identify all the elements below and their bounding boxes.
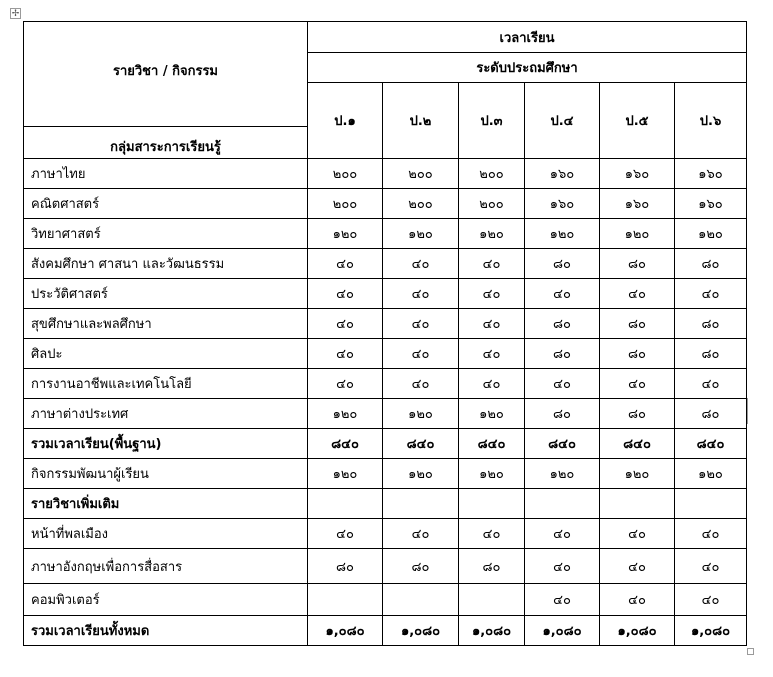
hours-cell: ๔๐ xyxy=(525,584,600,616)
hours-cell xyxy=(308,489,383,519)
subject-name: ภาษาอังกฤษเพื่อการสื่อสาร xyxy=(24,549,308,584)
hours-cell: ๔๐ xyxy=(459,309,525,339)
hours-cell: ๒๐๐ xyxy=(308,189,383,219)
hours-cell: ๘๐ xyxy=(675,399,747,429)
hours-cell: ๔๐ xyxy=(459,249,525,279)
table-row xyxy=(24,616,747,646)
grade-heading: ป.๒ xyxy=(383,83,459,159)
hours-cell: ๔๐ xyxy=(525,549,600,584)
table-row xyxy=(24,549,747,584)
hours-cell: ๔๐ xyxy=(459,369,525,399)
learning-area-heading: กลุ่มสาระการเรียนรู้ xyxy=(110,140,221,155)
hours-cell: ๔๐ xyxy=(525,369,600,399)
subject-name: ภาษาไทย xyxy=(24,159,308,189)
hours-cell: ๔๐ xyxy=(308,279,383,309)
hours-cell: ๔๐ xyxy=(308,309,383,339)
hours-cell: ๘๐ xyxy=(525,249,600,279)
study-time-heading: เวลาเรียน xyxy=(308,22,747,53)
hours-cell: ๑๒๐ xyxy=(600,459,675,489)
hours-cell: ๔๐ xyxy=(525,279,600,309)
hours-cell: ๘๐ xyxy=(525,339,600,369)
hours-cell: ๔๐ xyxy=(600,549,675,584)
hours-cell: ๑๒๐ xyxy=(525,219,600,249)
hours-cell: ๑๖๐ xyxy=(600,159,675,189)
hours-cell: ๘๔๐ xyxy=(600,429,675,459)
hours-cell: ๑๖๐ xyxy=(525,159,600,189)
hours-cell: ๘๐ xyxy=(459,549,525,584)
hours-cell: ๑๒๐ xyxy=(459,459,525,489)
hours-cell: ๔๐ xyxy=(383,519,459,549)
subject-name: คณิตศาสตร์ xyxy=(24,189,308,219)
header-subject-cell xyxy=(24,22,308,159)
subject-name: สุขศึกษาและพลศึกษา xyxy=(24,309,308,339)
header-divider xyxy=(24,126,307,127)
hours-cell: ๔๐ xyxy=(675,279,747,309)
hours-cell: ๔๐ xyxy=(383,249,459,279)
hours-cell: ๑๒๐ xyxy=(675,219,747,249)
hours-cell: ๘๐ xyxy=(600,339,675,369)
hours-cell: ๒๐๐ xyxy=(308,159,383,189)
hours-cell: ๘๐ xyxy=(383,549,459,584)
hours-cell xyxy=(459,489,525,519)
curriculum-time-table xyxy=(23,21,747,646)
hours-cell: ๘๐ xyxy=(600,309,675,339)
hours-cell: ๔๐ xyxy=(308,249,383,279)
hours-cell: ๔๐ xyxy=(383,309,459,339)
hours-cell: ๔๐ xyxy=(383,279,459,309)
hours-cell: ๒๐๐ xyxy=(459,189,525,219)
hours-cell: ๑,๐๘๐ xyxy=(308,616,383,646)
grade-heading: ป.๓ xyxy=(459,83,525,159)
hours-cell: ๘๐ xyxy=(675,309,747,339)
table-row xyxy=(24,399,747,429)
subject-name: ประวัติศาสตร์ xyxy=(24,279,308,309)
hours-cell: ๒๐๐ xyxy=(383,159,459,189)
hours-cell: ๘๔๐ xyxy=(383,429,459,459)
hours-cell: ๒๐๐ xyxy=(459,159,525,189)
hours-cell: ๔๐ xyxy=(600,279,675,309)
hours-cell: ๔๐ xyxy=(383,369,459,399)
hours-cell: ๑๒๐ xyxy=(308,399,383,429)
hours-cell: ๑๒๐ xyxy=(675,459,747,489)
table-row xyxy=(24,339,747,369)
hours-cell: ๘๐ xyxy=(675,249,747,279)
table-row xyxy=(24,369,747,399)
hours-cell: ๘๔๐ xyxy=(308,429,383,459)
hours-cell: ๑๒๐ xyxy=(383,219,459,249)
hours-cell: ๔๐ xyxy=(525,519,600,549)
hours-cell: ๘๐ xyxy=(308,549,383,584)
hours-cell xyxy=(383,584,459,616)
hours-cell: ๔๐ xyxy=(308,519,383,549)
table-row xyxy=(24,459,747,489)
text-cursor xyxy=(747,398,748,424)
subject-name: ภาษาต่างประเทศ xyxy=(24,399,308,429)
hours-cell: ๔๐ xyxy=(459,519,525,549)
hours-cell xyxy=(675,489,747,519)
subject-name: หน้าที่พลเมือง xyxy=(24,519,308,549)
hours-cell xyxy=(383,489,459,519)
table-row xyxy=(24,189,747,219)
hours-cell: ๔๐ xyxy=(675,584,747,616)
hours-cell: ๔๐ xyxy=(675,549,747,584)
hours-cell: ๑๒๐ xyxy=(383,399,459,429)
hours-cell: ๑,๐๘๐ xyxy=(675,616,747,646)
hours-cell: ๘๐ xyxy=(600,249,675,279)
level-heading: ระดับประถมศึกษา xyxy=(308,53,747,83)
subject-name: คอมพิวเตอร์ xyxy=(24,584,308,616)
grade-heading: ป.๔ xyxy=(525,83,600,159)
hours-cell: ๑๒๐ xyxy=(600,219,675,249)
hours-cell: ๔๐ xyxy=(600,369,675,399)
hours-cell: ๑๖๐ xyxy=(675,159,747,189)
subject-name: การงานอาชีพและเทคโนโลยี xyxy=(24,369,308,399)
hours-cell: ๑๒๐ xyxy=(459,219,525,249)
hours-cell: ๘๔๐ xyxy=(459,429,525,459)
subject-activity-heading: รายวิชา / กิจกรรม xyxy=(112,64,218,79)
subject-name: ศิลปะ xyxy=(24,339,308,369)
hours-cell: ๑๖๐ xyxy=(525,189,600,219)
grade-heading: ป.๑ xyxy=(308,83,383,159)
hours-cell xyxy=(308,584,383,616)
hours-cell: ๑๖๐ xyxy=(600,189,675,219)
grade-heading: ป.๖ xyxy=(675,83,747,159)
table-row xyxy=(24,279,747,309)
hours-cell: ๘๐ xyxy=(525,399,600,429)
grade-heading: ป.๕ xyxy=(600,83,675,159)
hours-cell: ๔๐ xyxy=(459,339,525,369)
table-row xyxy=(24,489,747,519)
hours-cell: ๘๐ xyxy=(675,339,747,369)
subject-name: รวมเวลาเรียน(พื้นฐาน) xyxy=(24,429,308,459)
hours-cell: ๑๒๐ xyxy=(459,399,525,429)
hours-cell: ๘๐ xyxy=(600,399,675,429)
table-row xyxy=(24,159,747,189)
subject-name: วิทยาศาสตร์ xyxy=(24,219,308,249)
hours-cell: ๘๔๐ xyxy=(525,429,600,459)
table-resize-handle[interactable] xyxy=(747,648,754,655)
hours-cell xyxy=(459,584,525,616)
subject-name: รายวิชาเพิ่มเติม xyxy=(24,489,308,519)
hours-cell: ๑,๐๘๐ xyxy=(383,616,459,646)
hours-cell: ๑,๐๘๐ xyxy=(459,616,525,646)
table-row xyxy=(24,249,747,279)
table-row xyxy=(24,219,747,249)
table-row xyxy=(24,309,747,339)
subject-name: สังคมศึกษา ศาสนา และวัฒนธรรม xyxy=(24,249,308,279)
table-move-handle[interactable]: ✢ xyxy=(11,9,20,19)
hours-cell: ๔๐ xyxy=(383,339,459,369)
hours-cell: ๑๒๐ xyxy=(525,459,600,489)
hours-cell: ๑๒๐ xyxy=(308,219,383,249)
hours-cell: ๘๔๐ xyxy=(675,429,747,459)
hours-cell: ๑๖๐ xyxy=(675,189,747,219)
hours-cell: ๑๒๐ xyxy=(383,459,459,489)
hours-cell: ๔๐ xyxy=(459,279,525,309)
hours-cell: ๔๐ xyxy=(308,339,383,369)
hours-cell: ๑,๐๘๐ xyxy=(600,616,675,646)
table-row xyxy=(24,519,747,549)
hours-cell: ๔๐ xyxy=(675,369,747,399)
hours-cell: ๔๐ xyxy=(308,369,383,399)
hours-cell xyxy=(600,489,675,519)
hours-cell: ๒๐๐ xyxy=(383,189,459,219)
hours-cell: ๑๒๐ xyxy=(308,459,383,489)
subject-name: กิจกรรมพัฒนาผู้เรียน xyxy=(24,459,308,489)
hours-cell: ๑,๐๘๐ xyxy=(525,616,600,646)
hours-cell: ๘๐ xyxy=(525,309,600,339)
subject-name: รวมเวลาเรียนทั้งหมด xyxy=(24,616,308,646)
hours-cell: ๔๐ xyxy=(600,584,675,616)
hours-cell xyxy=(525,489,600,519)
hours-cell: ๔๐ xyxy=(675,519,747,549)
table-row xyxy=(24,429,747,459)
table-row xyxy=(24,584,747,616)
hours-cell: ๔๐ xyxy=(600,519,675,549)
